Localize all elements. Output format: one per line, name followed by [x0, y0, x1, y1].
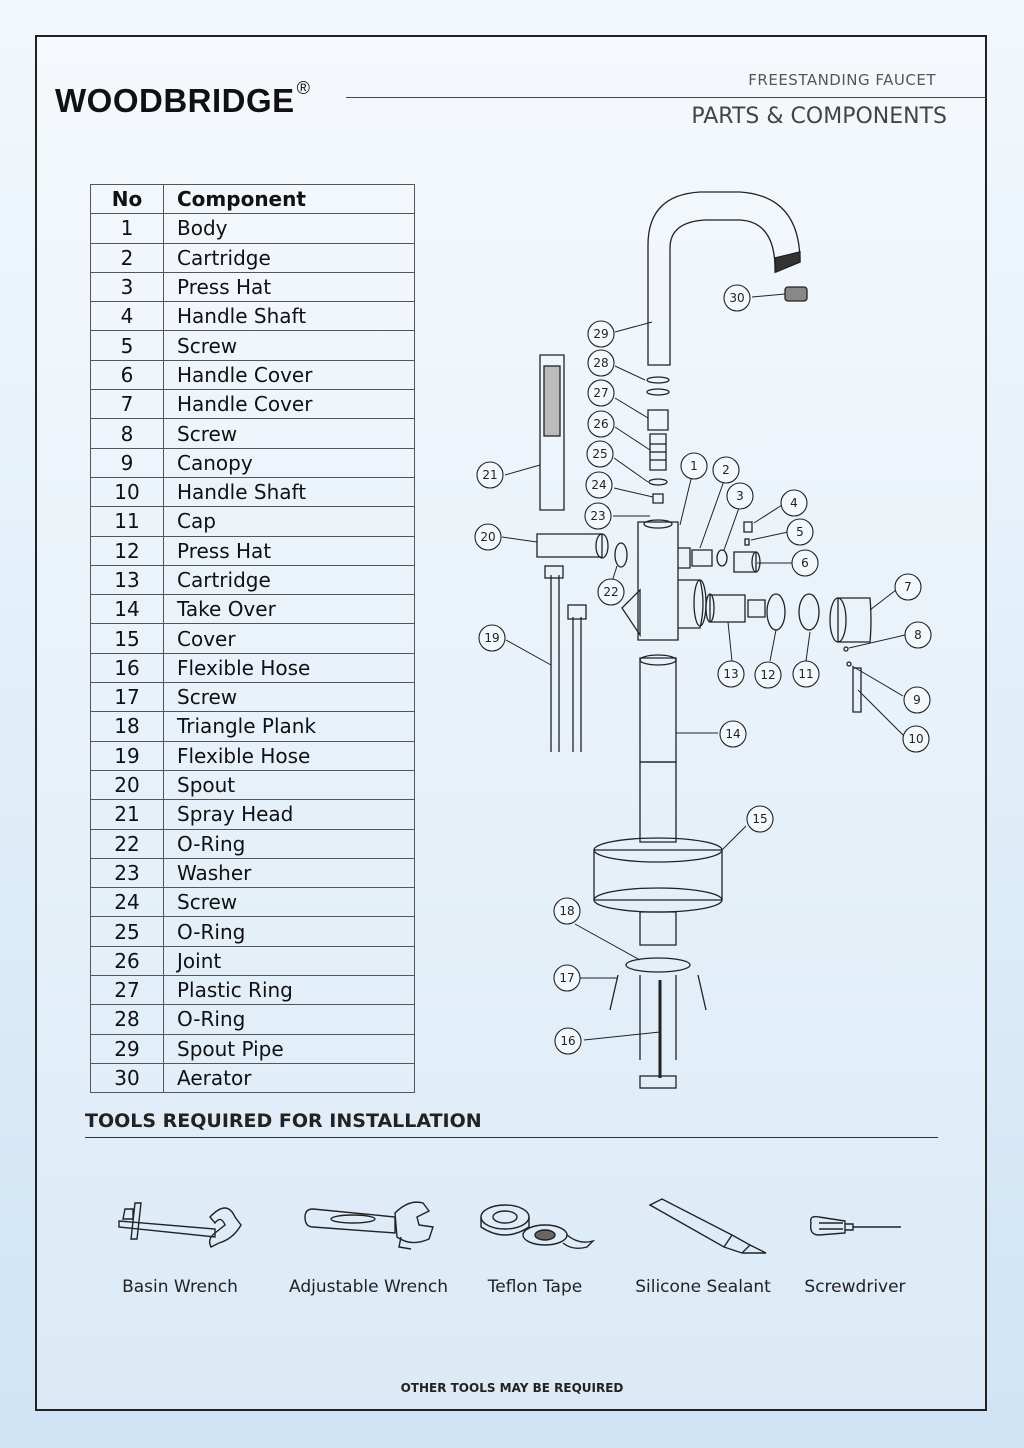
triangle-plank-part — [626, 958, 690, 972]
table-row — [91, 214, 415, 243]
o-ring-25 — [649, 479, 667, 485]
part-number: 12 — [91, 536, 164, 565]
table-row — [91, 595, 415, 624]
spout-pipe-part — [648, 192, 800, 365]
hose-fitting-16 — [640, 1076, 676, 1088]
cover-part — [594, 850, 722, 900]
callout-label: 16 — [560, 1034, 576, 1048]
callout-27 — [588, 380, 614, 406]
table-row — [91, 888, 415, 917]
part-name: Handle Cover — [164, 390, 415, 419]
table-row — [91, 302, 415, 331]
leader-lines — [502, 294, 905, 1040]
callout-label: 27 — [593, 386, 609, 400]
callout-label: 14 — [725, 727, 741, 741]
plastic-ring-part — [648, 410, 668, 430]
parts-table — [90, 184, 415, 1093]
hose-nut-b — [568, 605, 586, 619]
pipe-lower — [640, 762, 676, 842]
callout-label: 18 — [559, 904, 575, 918]
callout-label: 4 — [790, 496, 798, 510]
body-side — [622, 590, 640, 635]
table-row — [91, 331, 415, 360]
o-ring-22 — [615, 543, 627, 567]
callout-label: 21 — [482, 468, 498, 482]
callout-24 — [586, 472, 612, 498]
table-row — [91, 1034, 415, 1063]
table-row — [91, 741, 415, 770]
callout-label: 26 — [593, 417, 609, 431]
tool-label: Adjustable Wrench — [289, 1277, 448, 1297]
part-number: 15 — [91, 624, 164, 653]
callout-label: 24 — [591, 478, 607, 492]
part-number: 20 — [91, 770, 164, 799]
part-name: Flexible Hose — [164, 741, 415, 770]
callout-label: 10 — [908, 732, 924, 746]
table-row — [91, 360, 415, 389]
part-name: Cover — [164, 624, 415, 653]
handle-cover-7 — [838, 598, 871, 642]
body-outlet — [678, 580, 703, 628]
spout-tip — [775, 252, 800, 272]
part-number: 11 — [91, 507, 164, 536]
callout-label: 3 — [736, 489, 744, 503]
callout-13 — [718, 661, 744, 687]
page-title: PARTS & COMPONENTS — [691, 104, 947, 129]
body-part — [638, 522, 678, 640]
part-name: O-Ring — [164, 917, 415, 946]
part-number: 4 — [91, 302, 164, 331]
part-number: 8 — [91, 419, 164, 448]
callout-11 — [793, 661, 819, 687]
table-row — [91, 770, 415, 799]
part-number: 5 — [91, 331, 164, 360]
canopy-9 — [847, 662, 851, 666]
cartridge-2 — [692, 550, 712, 566]
part-name: Aerator — [164, 1063, 415, 1092]
part-name: Screw — [164, 683, 415, 712]
callout-3 — [727, 483, 753, 509]
part-name: Joint — [164, 946, 415, 975]
part-name: Handle Shaft — [164, 477, 415, 506]
tool-label: Silicone Sealant — [635, 1277, 771, 1297]
press-hat-12 — [767, 594, 785, 630]
table-row — [91, 976, 415, 1005]
pipe-base — [640, 912, 676, 945]
callout-label: 28 — [593, 356, 609, 370]
callout-17 — [554, 965, 580, 991]
table-row — [91, 536, 415, 565]
callout-7 — [895, 574, 921, 600]
part-number: 25 — [91, 917, 164, 946]
callout-label: 25 — [592, 447, 608, 461]
part-name: Handle Shaft — [164, 302, 415, 331]
part-number: 9 — [91, 448, 164, 477]
callout-26 — [588, 411, 614, 437]
table-row — [91, 477, 415, 506]
part-number: 16 — [91, 653, 164, 682]
part-name: Handle Cover — [164, 360, 415, 389]
part-number: 22 — [91, 829, 164, 858]
table-header-row — [91, 185, 415, 214]
callout-10 — [903, 726, 929, 752]
tool-label: Teflon Tape — [487, 1277, 583, 1297]
part-number: 2 — [91, 243, 164, 272]
column-header-no: No — [91, 185, 164, 214]
table-row — [91, 448, 415, 477]
tools-section-title: TOOLS REQUIRED FOR INSTALLATION — [85, 1110, 482, 1132]
table-row — [91, 390, 415, 419]
brand-logo: WOODBRIDGE ® — [55, 78, 311, 119]
basin-wrench-icon — [115, 1195, 245, 1255]
callout-14 — [720, 721, 746, 747]
screw-24 — [653, 494, 663, 503]
part-name: Flexible Hose — [164, 653, 415, 682]
part-name: Take Over — [164, 595, 415, 624]
part-number: 21 — [91, 800, 164, 829]
callout-label: 13 — [723, 667, 739, 681]
callout-label: 29 — [593, 327, 609, 341]
part-name: Plastic Ring — [164, 976, 415, 1005]
callout-label: 8 — [914, 628, 922, 642]
callout-16 — [555, 1028, 581, 1054]
callout-label: 17 — [559, 971, 575, 985]
callout-21 — [477, 462, 503, 488]
press-hat-12-stem — [748, 600, 765, 617]
part-number: 19 — [91, 741, 164, 770]
callout-label: 19 — [484, 631, 500, 645]
teflon-tape-icon — [475, 1195, 595, 1255]
cartridge-13 — [710, 595, 745, 622]
callout-label: 30 — [729, 291, 745, 305]
cap-11 — [799, 594, 819, 630]
part-number: 24 — [91, 888, 164, 917]
header-divider — [346, 97, 986, 98]
table-row — [91, 653, 415, 682]
part-name: Body — [164, 214, 415, 243]
callout-22 — [598, 579, 624, 605]
part-name: Spout Pipe — [164, 1034, 415, 1063]
flexible-hose-19a — [551, 575, 559, 752]
callout-28 — [588, 350, 614, 376]
callout-5 — [787, 519, 813, 545]
part-name: Screw — [164, 419, 415, 448]
callout-20 — [475, 524, 501, 550]
part-number: 26 — [91, 946, 164, 975]
tool-label: Basin Wrench — [122, 1277, 238, 1297]
callout-15 — [747, 806, 773, 832]
callout-label: 9 — [913, 693, 921, 707]
callout-19 — [479, 625, 505, 651]
callout-8 — [905, 622, 931, 648]
part-name: Press Hat — [164, 272, 415, 301]
callout-label: 15 — [752, 812, 768, 826]
tool-silicone-sealant — [630, 1195, 776, 1297]
table-row — [91, 858, 415, 887]
callout-30 — [724, 285, 750, 311]
aerator-part — [785, 287, 807, 301]
callout-label: 7 — [904, 580, 912, 594]
callout-12 — [755, 662, 781, 688]
tools-divider — [85, 1137, 938, 1138]
tool-label: Screwdriver — [804, 1277, 906, 1297]
product-subtitle: FREESTANDING FAUCET — [748, 71, 936, 89]
part-name: Press Hat — [164, 536, 415, 565]
part-name: Spout — [164, 770, 415, 799]
table-row — [91, 946, 415, 975]
part-name: O-Ring — [164, 829, 415, 858]
tool-teflon-tape — [470, 1195, 600, 1297]
screw-5 — [745, 539, 749, 545]
table-row — [91, 800, 415, 829]
table-row — [91, 683, 415, 712]
callout-1 — [681, 453, 707, 479]
part-number: 6 — [91, 360, 164, 389]
part-number: 27 — [91, 976, 164, 1005]
flexible-hose-19b — [573, 617, 581, 752]
part-name: Screw — [164, 331, 415, 360]
press-hat-3 — [717, 550, 727, 566]
table-row — [91, 419, 415, 448]
part-number: 1 — [91, 214, 164, 243]
table-row — [91, 829, 415, 858]
part-number: 30 — [91, 1063, 164, 1092]
part-number: 18 — [91, 712, 164, 741]
part-number: 14 — [91, 595, 164, 624]
footer-note: OTHER TOOLS MAY BE REQUIRED — [400, 1381, 624, 1395]
callout-4 — [781, 490, 807, 516]
table-row — [91, 272, 415, 301]
table-row — [91, 917, 415, 946]
callout-6 — [792, 550, 818, 576]
callout-29 — [588, 321, 614, 347]
table-row — [91, 507, 415, 536]
part-name: Cartridge — [164, 243, 415, 272]
callout-label: 20 — [480, 530, 496, 544]
part-number: 7 — [91, 390, 164, 419]
part-number: 17 — [91, 683, 164, 712]
callout-9 — [904, 687, 930, 713]
callout-label: 11 — [798, 667, 814, 681]
table-row — [91, 243, 415, 272]
part-name: Screw — [164, 888, 415, 917]
part-name: Canopy — [164, 448, 415, 477]
handle-shaft-10 — [853, 668, 861, 712]
callout-label: 5 — [796, 525, 804, 539]
part-number: 3 — [91, 272, 164, 301]
callout-23 — [585, 503, 611, 529]
callout-label: 12 — [760, 668, 776, 682]
callout-label: 22 — [603, 585, 619, 599]
part-number: 29 — [91, 1034, 164, 1063]
handle-shaft-4 — [744, 522, 752, 532]
part-name: Spray Head — [164, 800, 415, 829]
tool-adjustable-wrench — [286, 1195, 451, 1297]
tool-basin-wrench — [110, 1195, 250, 1297]
callout-18 — [554, 898, 580, 924]
callout-2 — [713, 457, 739, 483]
part-number: 13 — [91, 565, 164, 594]
o-ring-28a — [647, 377, 669, 383]
part-name: O-Ring — [164, 1005, 415, 1034]
part-name: Triangle Plank — [164, 712, 415, 741]
exploded-faucet-diagram — [460, 180, 950, 1100]
part-name: Washer — [164, 858, 415, 887]
take-over-part — [640, 658, 676, 762]
screw-8 — [844, 647, 848, 651]
silicone-sealant-icon — [638, 1195, 768, 1255]
part-number: 10 — [91, 477, 164, 506]
callout-label: 23 — [590, 509, 606, 523]
table-row — [91, 624, 415, 653]
mount-legs — [610, 975, 706, 1060]
adjustable-wrench-icon — [299, 1195, 439, 1255]
callout-label: 2 — [722, 463, 730, 477]
hose-nut-a — [545, 566, 563, 578]
screwdriver-icon — [805, 1195, 905, 1255]
part-name: Cap — [164, 507, 415, 536]
part-number: 23 — [91, 858, 164, 887]
tool-screwdriver — [800, 1195, 910, 1297]
callout-label: 1 — [690, 459, 698, 473]
table-row — [91, 565, 415, 594]
table-row — [91, 1063, 415, 1092]
table-row — [91, 712, 415, 741]
spray-head-grille — [544, 366, 560, 436]
column-header-component: Component — [164, 185, 415, 214]
callout-25 — [587, 441, 613, 467]
spout-20-part — [537, 534, 602, 557]
part-name: Cartridge — [164, 565, 415, 594]
o-ring-28b — [647, 389, 669, 395]
part-number: 28 — [91, 1005, 164, 1034]
callout-label: 6 — [801, 556, 809, 570]
table-row — [91, 1005, 415, 1034]
